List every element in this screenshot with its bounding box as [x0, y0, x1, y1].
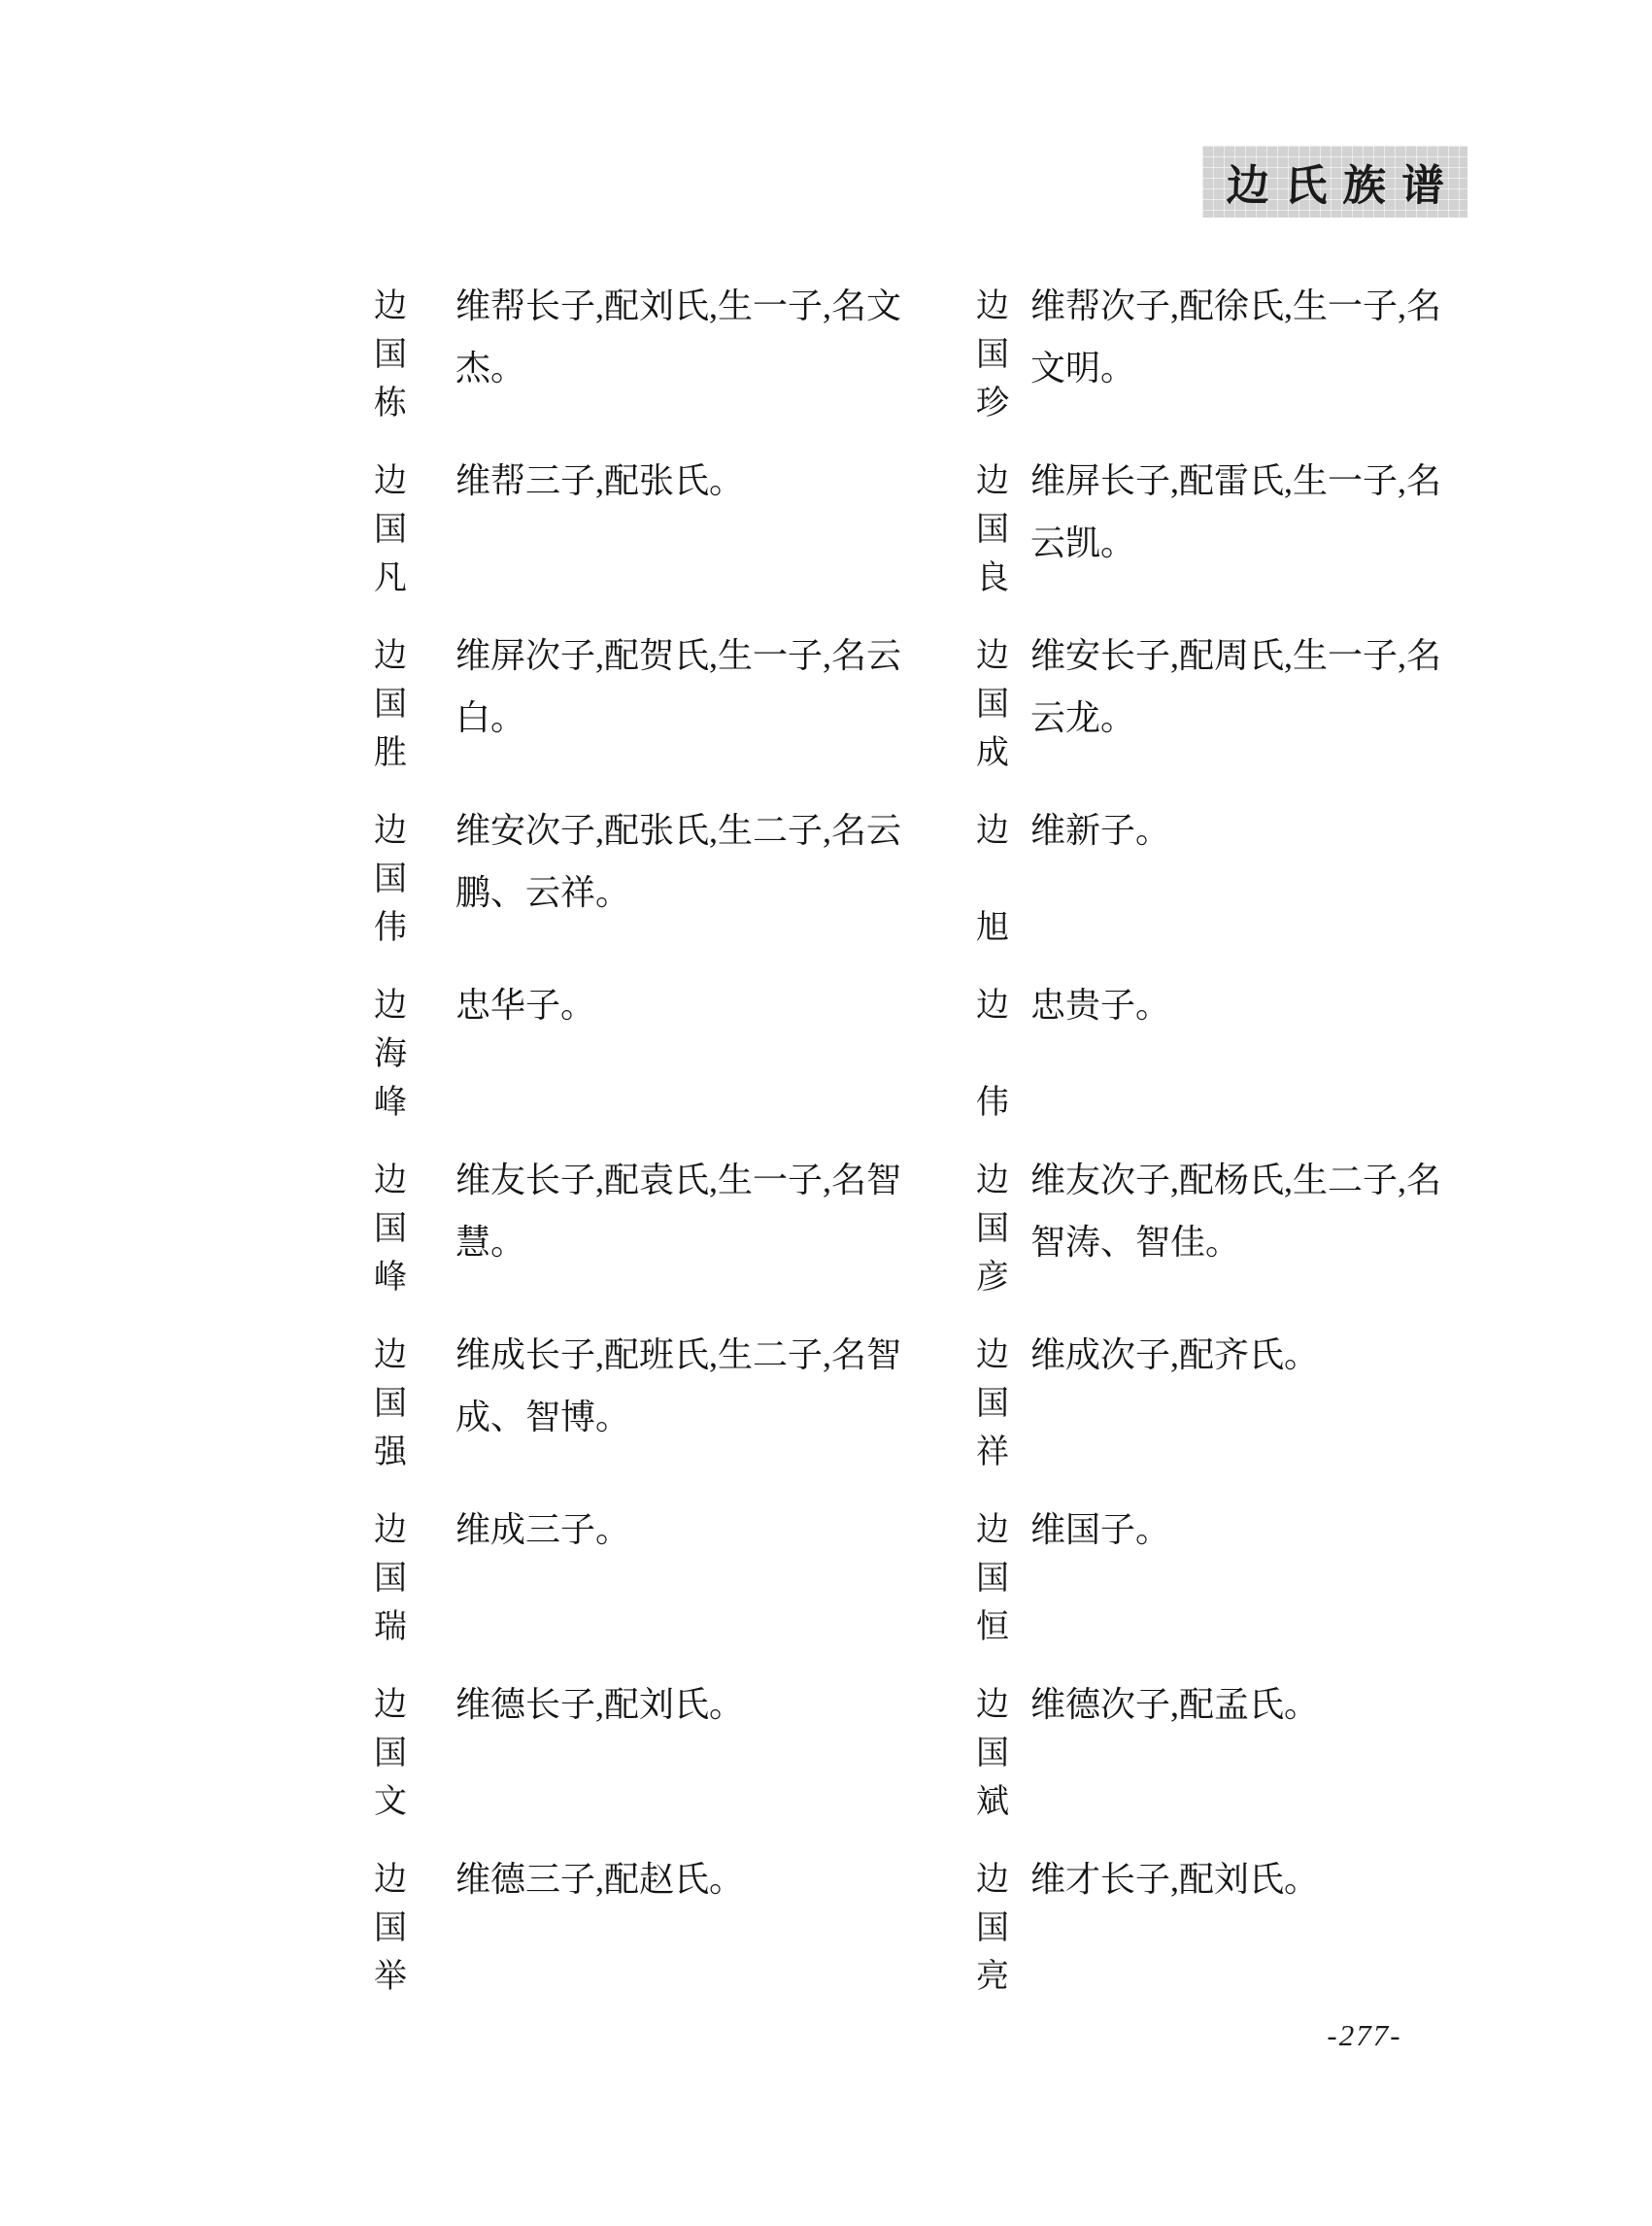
genealogy-entry — [976, 459, 1472, 634]
entry-row — [374, 984, 1472, 1159]
person-name: 边 国 斌 — [976, 1687, 1009, 1820]
person-name: 边 国 亮 — [976, 1862, 1009, 1995]
genealogy-entry — [976, 1508, 1472, 1683]
person-record: 维安次子,配张氏,生二子,名云鹏、云祥。 — [455, 811, 902, 912]
person-record: 维友次子,配杨氏,生二子,名智涛、智佳。 — [1030, 1161, 1442, 1262]
genealogy-entry — [976, 285, 1472, 459]
person-record: 维成长子,配班氏,生二子,名智成、智博。 — [455, 1335, 902, 1436]
genealogy-entry — [976, 984, 1472, 1159]
genealogy-entry — [976, 809, 1472, 984]
person-record: 维才长子,配刘氏。 — [1030, 1860, 1320, 1899]
entry-row — [374, 1508, 1472, 1683]
person-name: 边 国 彦 — [976, 1163, 1009, 1296]
person-name: 边 国 文 — [374, 1687, 407, 1820]
person-record: 维德次子,配孟氏。 — [1030, 1685, 1320, 1724]
genealogy-entry — [976, 1683, 1472, 1858]
person-record: 维成次子,配齐氏。 — [1030, 1335, 1320, 1374]
person-name: 边 国 祥 — [976, 1337, 1009, 1470]
genealogy-entry — [976, 634, 1472, 809]
entries-grid — [374, 285, 1472, 2033]
person-record: 维友长子,配袁氏,生一子,名智慧。 — [455, 1161, 902, 1262]
entry-row — [374, 1159, 1472, 1333]
person-name: 边 国 强 — [374, 1337, 407, 1470]
person-record: 维帮三子,配张氏。 — [455, 461, 745, 500]
person-name: 边 国 凡 — [374, 463, 407, 596]
person-record: 维新子。 — [1030, 811, 1171, 850]
genealogy-entry — [374, 1333, 976, 1508]
genealogy-entry — [374, 1508, 976, 1683]
page-number: -277- — [1327, 2018, 1402, 2052]
entry-row — [374, 1333, 1472, 1508]
person-record: 维帮长子,配刘氏,生一子,名文杰。 — [455, 287, 902, 388]
person-name: 边 海 峰 — [374, 988, 407, 1121]
person-name: 边 国 成 — [976, 638, 1009, 771]
entry-row — [374, 1858, 1472, 2033]
person-record: 维德长子,配刘氏。 — [455, 1685, 745, 1724]
genealogy-entry — [976, 1858, 1472, 2033]
genealogy-entry — [374, 459, 976, 634]
person-name: 边 国 举 — [374, 1862, 407, 1995]
person-name: 边 旭 — [976, 813, 1009, 946]
person-record: 维屏长子,配雷氏,生一子,名云凯。 — [1030, 461, 1442, 562]
person-record: 维国子。 — [1030, 1510, 1171, 1549]
genealogy-entry — [374, 1159, 976, 1333]
person-record: 忠贵子。 — [1030, 986, 1171, 1025]
entry-row — [374, 285, 1472, 459]
header-title-badge — [1202, 146, 1467, 218]
genealogy-entry — [374, 634, 976, 809]
entry-row — [374, 1683, 1472, 1858]
entry-row — [374, 459, 1472, 634]
person-name: 边 国 恒 — [976, 1512, 1009, 1645]
person-record: 维德三子,配赵氏。 — [455, 1860, 745, 1899]
person-record: 维帮次子,配徐氏,生一子,名文明。 — [1030, 287, 1442, 388]
person-name: 边 国 珍 — [976, 288, 1009, 422]
genealogy-entry — [374, 285, 976, 459]
person-name: 边 国 伟 — [374, 813, 407, 946]
person-name: 边 国 峰 — [374, 1163, 407, 1296]
person-record: 忠华子。 — [455, 986, 596, 1025]
genealogy-entry — [976, 1333, 1472, 1508]
person-name: 边 国 良 — [976, 463, 1009, 596]
genealogy-entry — [374, 1858, 976, 2033]
genealogy-entry — [976, 1159, 1472, 1333]
person-record: 维安长子,配周氏,生一子,名云龙。 — [1030, 636, 1442, 737]
person-record: 维成三子。 — [455, 1510, 631, 1549]
person-name: 边 国 瑞 — [374, 1512, 407, 1645]
person-name: 边 伟 — [976, 988, 1009, 1121]
genealogy-entry — [374, 984, 976, 1159]
page-title: 边氏族谱 — [1225, 162, 1461, 210]
entry-row — [374, 634, 1472, 809]
genealogy-entry — [374, 809, 976, 984]
person-name: 边 国 胜 — [374, 638, 407, 771]
genealogy-entry — [374, 1683, 976, 1858]
person-record: 维屏次子,配贺氏,生一子,名云白。 — [455, 636, 902, 737]
entry-row — [374, 809, 1472, 984]
person-name: 边 国 栋 — [374, 288, 407, 422]
